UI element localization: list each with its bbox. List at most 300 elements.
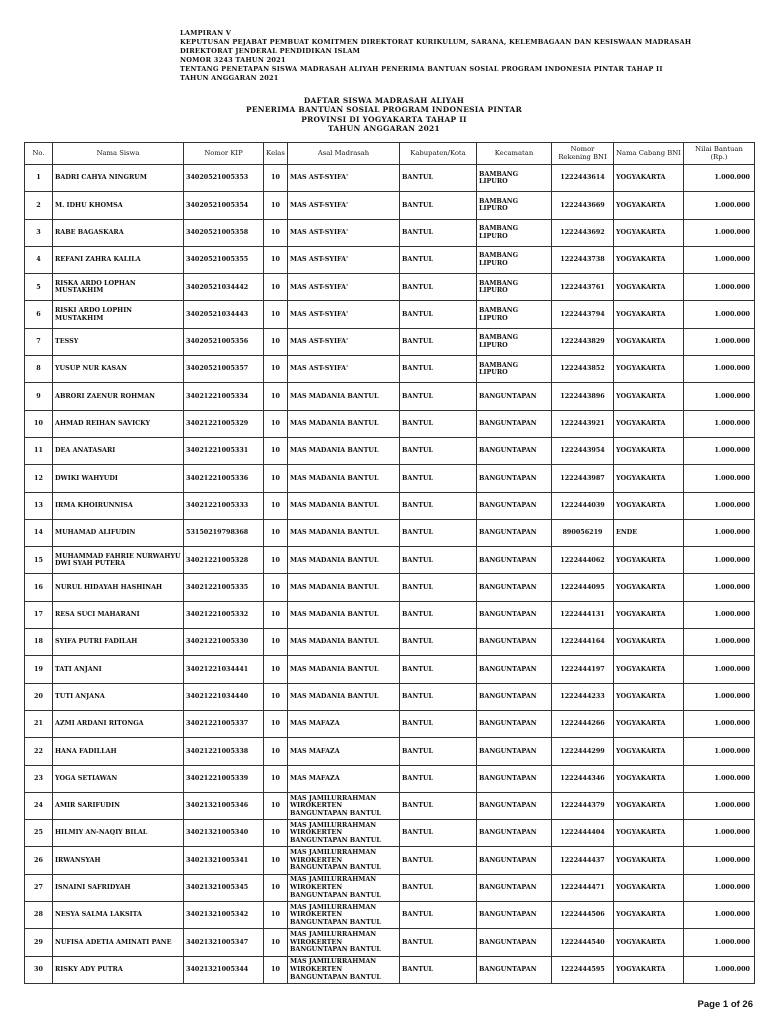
cell-account: 1222443987 xyxy=(552,465,614,492)
cell-school: MAS MADANIA BANTUL xyxy=(288,574,400,601)
cell-district: BAMBANG LIPURO xyxy=(477,328,552,355)
cell-district: BANGUNTAPAN xyxy=(477,765,552,792)
table-row xyxy=(25,219,755,246)
cell-amount: 1.000.000 xyxy=(684,274,755,301)
cell-name: TUTI ANJANA xyxy=(53,683,184,710)
table-row xyxy=(25,165,755,192)
cell-no: 29 xyxy=(25,929,53,956)
table-row xyxy=(25,847,755,874)
cell-school: MAS JAMILURRAHMAN WIROKERTEN BANGUNTAPAN BANTUL xyxy=(288,902,400,929)
cell-name: M. IDHU KHOMSA xyxy=(53,192,184,219)
cell-kip: 34021221005332 xyxy=(184,601,264,628)
cell-amount: 1.000.000 xyxy=(684,738,755,765)
cell-amount: 1.000.000 xyxy=(684,601,755,628)
cell-name: SYIFA PUTRI FADILAH xyxy=(53,629,184,656)
cell-school: MAS MADANIA BANTUL xyxy=(288,465,400,492)
cell-account: 1222444404 xyxy=(552,820,614,847)
cell-kip: 34020521005356 xyxy=(184,328,264,355)
cell-amount: 1.000.000 xyxy=(684,656,755,683)
cell-class: 10 xyxy=(264,820,288,847)
table-row xyxy=(25,765,755,792)
header-line: TENTANG PENETAPAN SISWA MADRASAH ALIYAH PENERIMA BANTUAN SOSIAL PROGRAM INDONESIA PINTAR TAHAP II xyxy=(180,65,663,74)
table-row xyxy=(25,274,755,301)
cell-branch: YOGYAKARTA xyxy=(614,547,684,574)
cell-no: 13 xyxy=(25,492,53,519)
cell-regency: BANTUL xyxy=(400,383,477,410)
cell-branch: YOGYAKARTA xyxy=(614,656,684,683)
cell-amount: 1.000.000 xyxy=(684,874,755,901)
cell-regency: BANTUL xyxy=(400,629,477,656)
cell-name: BADRI CAHYA NINGRUM xyxy=(53,165,184,192)
col-header-no: No. xyxy=(25,143,53,165)
cell-kip: 34020521034443 xyxy=(184,301,264,328)
cell-class: 10 xyxy=(264,274,288,301)
cell-regency: BANTUL xyxy=(400,547,477,574)
cell-kip: 34020521005357 xyxy=(184,356,264,383)
col-header-amount: Nilai Bantuan (Rp.) xyxy=(684,143,755,165)
cell-regency: BANTUL xyxy=(400,656,477,683)
cell-district: BANGUNTAPAN xyxy=(477,437,552,464)
cell-kip: 34021221005339 xyxy=(184,765,264,792)
cell-class: 10 xyxy=(264,929,288,956)
cell-kip: 34021321005342 xyxy=(184,902,264,929)
cell-branch: YOGYAKARTA xyxy=(614,847,684,874)
col-header-branch: Nama Cabang BNI xyxy=(614,143,684,165)
cell-school: MAS MADANIA BANTUL xyxy=(288,547,400,574)
table-row xyxy=(25,956,755,983)
cell-no: 9 xyxy=(25,383,53,410)
col-header-district: Kecamatan xyxy=(477,143,552,165)
table-row xyxy=(25,929,755,956)
cell-account: 1222443692 xyxy=(552,219,614,246)
cell-account: 1222444506 xyxy=(552,902,614,929)
cell-account: 1222443669 xyxy=(552,192,614,219)
page-number: Page 1 of 26 xyxy=(697,999,753,1010)
cell-school: MAS AST-SYIFA' xyxy=(288,219,400,246)
cell-amount: 1.000.000 xyxy=(684,410,755,437)
cell-kip: 34021221005337 xyxy=(184,710,264,737)
cell-regency: BANTUL xyxy=(400,465,477,492)
cell-amount: 1.000.000 xyxy=(684,301,755,328)
cell-kip: 34021221034441 xyxy=(184,656,264,683)
cell-district: BANGUNTAPAN xyxy=(477,410,552,437)
cell-no: 26 xyxy=(25,847,53,874)
cell-district: BANGUNTAPAN xyxy=(477,874,552,901)
cell-name: TATI ANJANI xyxy=(53,656,184,683)
cell-class: 10 xyxy=(264,192,288,219)
col-header-school: Asal Madrasah xyxy=(288,143,400,165)
cell-kip: 53150219798368 xyxy=(184,519,264,546)
cell-class: 10 xyxy=(264,792,288,819)
cell-class: 10 xyxy=(264,410,288,437)
cell-school: MAS MADANIA BANTUL xyxy=(288,629,400,656)
document-title xyxy=(0,96,768,133)
table-row xyxy=(25,437,755,464)
cell-branch: YOGYAKARTA xyxy=(614,301,684,328)
cell-class: 10 xyxy=(264,465,288,492)
cell-no: 24 xyxy=(25,792,53,819)
cell-class: 10 xyxy=(264,246,288,273)
cell-amount: 1.000.000 xyxy=(684,820,755,847)
cell-branch: YOGYAKARTA xyxy=(614,792,684,819)
col-header-class: Kelas xyxy=(264,143,288,165)
cell-branch: YOGYAKARTA xyxy=(614,601,684,628)
col-header-kip: Nomor KIP xyxy=(184,143,264,165)
cell-name: IRMA KHOIRUNNISA xyxy=(53,492,184,519)
cell-account: 1222444164 xyxy=(552,629,614,656)
cell-no: 16 xyxy=(25,574,53,601)
cell-amount: 1.000.000 xyxy=(684,683,755,710)
cell-regency: BANTUL xyxy=(400,601,477,628)
cell-account: 1222444437 xyxy=(552,847,614,874)
cell-name: AMIR SARIFUDIN xyxy=(53,792,184,819)
cell-amount: 1.000.000 xyxy=(684,165,755,192)
cell-kip: 34020521034442 xyxy=(184,274,264,301)
cell-class: 10 xyxy=(264,437,288,464)
table-row xyxy=(25,328,755,355)
cell-no: 12 xyxy=(25,465,53,492)
table-row xyxy=(25,656,755,683)
cell-account: 1222443761 xyxy=(552,274,614,301)
cell-name: RISKA ARDO LOPHAN MUSTAKHIM xyxy=(53,274,184,301)
cell-regency: BANTUL xyxy=(400,683,477,710)
cell-name: MUHAMAD ALIFUDIN xyxy=(53,519,184,546)
cell-class: 10 xyxy=(264,847,288,874)
cell-district: BANGUNTAPAN xyxy=(477,683,552,710)
table-row xyxy=(25,410,755,437)
cell-no: 1 xyxy=(25,165,53,192)
cell-class: 10 xyxy=(264,629,288,656)
cell-account: 1222443852 xyxy=(552,356,614,383)
cell-district: BANGUNTAPAN xyxy=(477,383,552,410)
cell-name: NUFISA ADETIA AMINATI PANE xyxy=(53,929,184,956)
cell-kip: 34021221034440 xyxy=(184,683,264,710)
cell-district: BANGUNTAPAN xyxy=(477,629,552,656)
cell-school: MAS MADANIA BANTUL xyxy=(288,519,400,546)
cell-account: 1222444233 xyxy=(552,683,614,710)
cell-district: BANGUNTAPAN xyxy=(477,929,552,956)
cell-no: 14 xyxy=(25,519,53,546)
cell-class: 10 xyxy=(264,328,288,355)
cell-school: MAS AST-SYIFA' xyxy=(288,246,400,273)
cell-regency: BANTUL xyxy=(400,847,477,874)
cell-account: 1222444197 xyxy=(552,656,614,683)
cell-regency: BANTUL xyxy=(400,165,477,192)
cell-class: 10 xyxy=(264,574,288,601)
cell-no: 2 xyxy=(25,192,53,219)
cell-branch: YOGYAKARTA xyxy=(614,356,684,383)
cell-name: ISNAINI SAFRIDYAH xyxy=(53,874,184,901)
cell-no: 7 xyxy=(25,328,53,355)
cell-class: 10 xyxy=(264,383,288,410)
cell-no: 11 xyxy=(25,437,53,464)
cell-regency: BANTUL xyxy=(400,328,477,355)
document-header xyxy=(180,29,740,84)
col-header-account: Nomor Rekening BNI xyxy=(552,143,614,165)
cell-account: 1222443794 xyxy=(552,301,614,328)
cell-school: MAS MAFAZA xyxy=(288,765,400,792)
cell-district: BANGUNTAPAN xyxy=(477,792,552,819)
cell-account: 1222443954 xyxy=(552,437,614,464)
cell-regency: BANTUL xyxy=(400,792,477,819)
cell-no: 20 xyxy=(25,683,53,710)
cell-regency: BANTUL xyxy=(400,874,477,901)
cell-no: 8 xyxy=(25,356,53,383)
cell-class: 10 xyxy=(264,301,288,328)
title-line: DAFTAR SISWA MADRASAH ALIYAH xyxy=(303,96,465,105)
cell-name: DEA ANATASARI xyxy=(53,437,184,464)
cell-amount: 1.000.000 xyxy=(684,792,755,819)
cell-regency: BANTUL xyxy=(400,820,477,847)
cell-no: 30 xyxy=(25,956,53,983)
cell-kip: 34021221005329 xyxy=(184,410,264,437)
cell-district: BANGUNTAPAN xyxy=(477,547,552,574)
cell-district: BAMBANG LIPURO xyxy=(477,246,552,273)
cell-district: BAMBANG LIPURO xyxy=(477,165,552,192)
cell-account: 1222444346 xyxy=(552,765,614,792)
cell-no: 18 xyxy=(25,629,53,656)
header-line: KEPUTUSAN PEJABAT PEMBUAT KOMITMEN DIREKTORAT KURIKULUM, SARANA, KELEMBAGAAN DAN KESISWAAN MADRASAH xyxy=(180,38,692,47)
cell-amount: 1.000.000 xyxy=(684,246,755,273)
cell-amount: 1.000.000 xyxy=(684,492,755,519)
cell-branch: YOGYAKARTA xyxy=(614,902,684,929)
header-line: NOMOR 3243 TAHUN 2021 xyxy=(180,56,286,65)
cell-regency: BANTUL xyxy=(400,902,477,929)
cell-kip: 34021221005335 xyxy=(184,574,264,601)
title-line: PROVINSI DI YOGYAKARTA TAHAP II xyxy=(301,114,467,124)
cell-kip: 34021221005330 xyxy=(184,629,264,656)
cell-district: BAMBANG LIPURO xyxy=(477,219,552,246)
cell-district: BANGUNTAPAN xyxy=(477,956,552,983)
cell-amount: 1.000.000 xyxy=(684,192,755,219)
cell-regency: BANTUL xyxy=(400,356,477,383)
cell-regency: BANTUL xyxy=(400,410,477,437)
cell-school: MAS JAMILURRAHMAN WIROKERTEN BANGUNTAPAN BANTUL xyxy=(288,847,400,874)
cell-branch: YOGYAKARTA xyxy=(614,410,684,437)
cell-no: 28 xyxy=(25,902,53,929)
cell-branch: YOGYAKARTA xyxy=(614,765,684,792)
title-line: TAHUN ANGGARAN 2021 xyxy=(328,123,440,133)
cell-account: 1222443738 xyxy=(552,246,614,273)
cell-account: 1222444095 xyxy=(552,574,614,601)
cell-kip: 34021321005340 xyxy=(184,820,264,847)
cell-account: 890056219 xyxy=(552,519,614,546)
cell-class: 10 xyxy=(264,519,288,546)
cell-name: RESA SUCI MAHARANI xyxy=(53,601,184,628)
cell-kip: 34020521005358 xyxy=(184,219,264,246)
table-row xyxy=(25,492,755,519)
cell-kip: 34020521005353 xyxy=(184,165,264,192)
cell-school: MAS AST-SYIFA' xyxy=(288,165,400,192)
title-line: PENERIMA BANTUAN SOSIAL PROGRAM INDONESIA PINTAR xyxy=(245,105,523,115)
cell-class: 10 xyxy=(264,765,288,792)
cell-school: MAS MADANIA BANTUL xyxy=(288,492,400,519)
cell-amount: 1.000.000 xyxy=(684,629,755,656)
cell-branch: YOGYAKARTA xyxy=(614,629,684,656)
table-body xyxy=(25,165,755,984)
cell-name: RABE BAGASKARA xyxy=(53,219,184,246)
cell-regency: BANTUL xyxy=(400,219,477,246)
cell-regency: BANTUL xyxy=(400,192,477,219)
cell-account: 1222444039 xyxy=(552,492,614,519)
table-row xyxy=(25,383,755,410)
cell-name: YOGA SETIAWAN xyxy=(53,765,184,792)
col-header-regency: Kabupaten/Kota xyxy=(400,143,477,165)
cell-class: 10 xyxy=(264,165,288,192)
cell-school: MAS AST-SYIFA' xyxy=(288,192,400,219)
table-row xyxy=(25,710,755,737)
cell-branch: YOGYAKARTA xyxy=(614,165,684,192)
cell-no: 27 xyxy=(25,874,53,901)
cell-regency: BANTUL xyxy=(400,738,477,765)
cell-school: MAS JAMILURRAHMAN WIROKERTEN BANGUNTAPAN BANTUL xyxy=(288,929,400,956)
cell-account: 1222444471 xyxy=(552,874,614,901)
cell-district: BAMBANG LIPURO xyxy=(477,192,552,219)
table-row xyxy=(25,902,755,929)
cell-branch: YOGYAKARTA xyxy=(614,383,684,410)
cell-kip: 34021221005328 xyxy=(184,547,264,574)
cell-class: 10 xyxy=(264,656,288,683)
cell-no: 4 xyxy=(25,246,53,273)
cell-name: REFANI ZAHRA KALILA xyxy=(53,246,184,273)
cell-school: MAS JAMILURRAHMAN WIROKERTEN BANGUNTAPAN BANTUL xyxy=(288,874,400,901)
cell-kip: 34021221005333 xyxy=(184,492,264,519)
cell-name: AZMI ARDANI RITONGA xyxy=(53,710,184,737)
table-row xyxy=(25,356,755,383)
cell-kip: 34021221005338 xyxy=(184,738,264,765)
cell-regency: BANTUL xyxy=(400,765,477,792)
table-row xyxy=(25,547,755,574)
cell-kip: 34021221005331 xyxy=(184,437,264,464)
cell-amount: 1.000.000 xyxy=(684,765,755,792)
cell-school: MAS JAMILURRAHMAN WIROKERTEN BANGUNTAPAN BANTUL xyxy=(288,820,400,847)
cell-no: 22 xyxy=(25,738,53,765)
cell-district: BAMBANG LIPURO xyxy=(477,356,552,383)
cell-amount: 1.000.000 xyxy=(684,710,755,737)
cell-kip: 34021221005334 xyxy=(184,383,264,410)
cell-no: 15 xyxy=(25,547,53,574)
cell-name: MUHAMMAD FAHRIE NURWAHYU DWI SYAH PUTERA xyxy=(53,547,184,574)
cell-district: BANGUNTAPAN xyxy=(477,902,552,929)
cell-school: MAS MADANIA BANTUL xyxy=(288,601,400,628)
cell-regency: BANTUL xyxy=(400,246,477,273)
cell-regency: BANTUL xyxy=(400,519,477,546)
cell-class: 10 xyxy=(264,738,288,765)
cell-branch: YOGYAKARTA xyxy=(614,683,684,710)
cell-class: 10 xyxy=(264,902,288,929)
table-header-row xyxy=(25,143,755,165)
header-line: DIREKTORAT JENDERAL PENDIDIKAN ISLAM xyxy=(180,47,361,56)
cell-district: BAMBANG LIPURO xyxy=(477,274,552,301)
cell-amount: 1.000.000 xyxy=(684,929,755,956)
cell-no: 10 xyxy=(25,410,53,437)
cell-school: MAS MADANIA BANTUL xyxy=(288,410,400,437)
cell-account: 1222444131 xyxy=(552,601,614,628)
cell-branch: YOGYAKARTA xyxy=(614,274,684,301)
cell-school: MAS MADANIA BANTUL xyxy=(288,656,400,683)
header-line: TAHUN ANGGARAN 2021 xyxy=(180,74,279,83)
cell-branch: YOGYAKARTA xyxy=(614,956,684,983)
cell-amount: 1.000.000 xyxy=(684,902,755,929)
cell-district: BANGUNTAPAN xyxy=(477,738,552,765)
cell-amount: 1.000.000 xyxy=(684,219,755,246)
table-row xyxy=(25,874,755,901)
student-table xyxy=(24,142,755,984)
cell-branch: YOGYAKARTA xyxy=(614,492,684,519)
cell-district: BANGUNTAPAN xyxy=(477,710,552,737)
cell-class: 10 xyxy=(264,547,288,574)
cell-name: DWIKI WAHYUDI xyxy=(53,465,184,492)
cell-class: 10 xyxy=(264,356,288,383)
cell-regency: BANTUL xyxy=(400,492,477,519)
cell-branch: YOGYAKARTA xyxy=(614,219,684,246)
cell-account: 1222444266 xyxy=(552,710,614,737)
table-row xyxy=(25,301,755,328)
cell-school: MAS AST-SYIFA' xyxy=(288,356,400,383)
cell-school: MAS MAFAZA xyxy=(288,710,400,737)
cell-regency: BANTUL xyxy=(400,710,477,737)
cell-district: BANGUNTAPAN xyxy=(477,847,552,874)
cell-class: 10 xyxy=(264,956,288,983)
cell-branch: YOGYAKARTA xyxy=(614,710,684,737)
cell-kip: 34021221005336 xyxy=(184,465,264,492)
cell-class: 10 xyxy=(264,601,288,628)
cell-amount: 1.000.000 xyxy=(684,574,755,601)
cell-amount: 1.000.000 xyxy=(684,465,755,492)
cell-branch: YOGYAKARTA xyxy=(614,246,684,273)
cell-branch: YOGYAKARTA xyxy=(614,820,684,847)
cell-school: MAS JAMILURRAHMAN WIROKERTEN BANGUNTAPAN BANTUL xyxy=(288,956,400,983)
table-row xyxy=(25,820,755,847)
cell-regency: BANTUL xyxy=(400,956,477,983)
cell-account: 1222444379 xyxy=(552,792,614,819)
cell-district: BANGUNTAPAN xyxy=(477,601,552,628)
cell-class: 10 xyxy=(264,710,288,737)
cell-kip: 34021321005345 xyxy=(184,874,264,901)
cell-class: 10 xyxy=(264,219,288,246)
cell-regency: BANTUL xyxy=(400,574,477,601)
cell-school: MAS MADANIA BANTUL xyxy=(288,383,400,410)
col-header-name: Nama Siswa xyxy=(53,143,184,165)
cell-amount: 1.000.000 xyxy=(684,847,755,874)
cell-no: 17 xyxy=(25,601,53,628)
cell-account: 1222443896 xyxy=(552,383,614,410)
cell-account: 1222444299 xyxy=(552,738,614,765)
cell-kip: 34021321005344 xyxy=(184,956,264,983)
cell-account: 1222443614 xyxy=(552,165,614,192)
cell-district: BANGUNTAPAN xyxy=(477,820,552,847)
cell-account: 1222443829 xyxy=(552,328,614,355)
cell-branch: YOGYAKARTA xyxy=(614,874,684,901)
cell-name: NURUL HIDAYAH HASHINAH xyxy=(53,574,184,601)
cell-school: MAS AST-SYIFA' xyxy=(288,274,400,301)
cell-no: 23 xyxy=(25,765,53,792)
cell-school: MAS MAFAZA xyxy=(288,738,400,765)
cell-class: 10 xyxy=(264,874,288,901)
cell-name: RISKI ARDO LOPHIN MUSTAKHIM xyxy=(53,301,184,328)
cell-amount: 1.000.000 xyxy=(684,956,755,983)
cell-amount: 1.000.000 xyxy=(684,437,755,464)
cell-amount: 1.000.000 xyxy=(684,328,755,355)
cell-name: RISKY ADY PUTRA xyxy=(53,956,184,983)
cell-school: MAS MADANIA BANTUL xyxy=(288,437,400,464)
cell-regency: BANTUL xyxy=(400,301,477,328)
cell-amount: 1.000.000 xyxy=(684,356,755,383)
table-row xyxy=(25,192,755,219)
cell-district: BANGUNTAPAN xyxy=(477,492,552,519)
cell-district: BANGUNTAPAN xyxy=(477,465,552,492)
cell-school: MAS AST-SYIFA' xyxy=(288,328,400,355)
